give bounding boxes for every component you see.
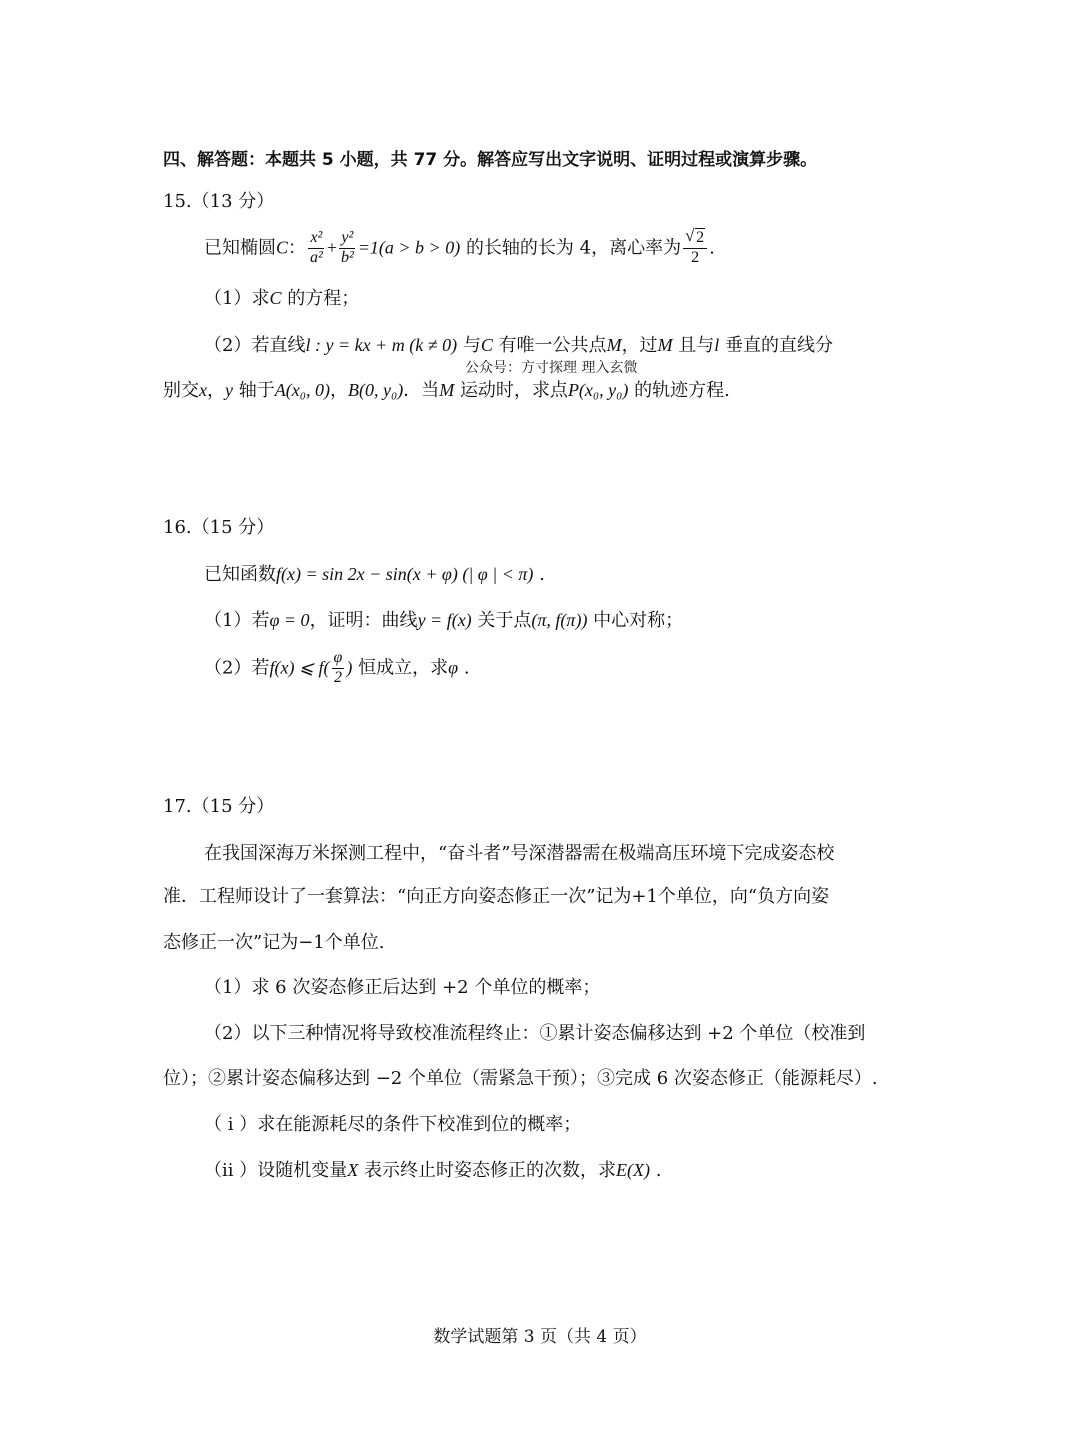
q16-part2: （2）若f(x) ⩽ f( $\frac{\varphi}{2}$ ) 恒成立，求φ . (204, 649, 470, 686)
q16-stem: 已知函数f(x) = sin 2x − sin(x + φ) (| φ | < π) . (204, 564, 545, 585)
fraction-x2-a2: $\frac{\text{x²}}{\text{a²}}$ (310, 229, 323, 266)
fraction-y2-b2: $\frac{\text{y²}}{\text{b²}}$ (340, 229, 354, 266)
q17-part1: （1）求 6 次姿态修正后达到 +2 个单位的概率； (204, 977, 601, 998)
q16-part1: （1）若φ = 0，证明：曲线y = f(x) 关于点(π, f(π)) 中心对称； (204, 610, 684, 631)
q17-part2-i: （ i ）求在能源耗尽的条件下校准到位的概率； (204, 1114, 582, 1135)
q15-part2-line2: 别交x，y 轴于A(x₀, 0)，B(0, y₀)．当M 运动时，求点P(x₀, y₀) 的轨迹方程. (163, 380, 730, 401)
q17-line3: 态修正一次”记为−1个单位. (163, 932, 385, 953)
section-header: 四、解答题：本题共 5 小题，共 77 分。解答应写出文字说明、证明过程或演算步骤。 (163, 150, 818, 170)
fraction-sqrt2-over-2: √ 2 2 (683, 230, 707, 267)
q17-line1: 在我国深海万米探测工程中，“奋斗者”号深潜器需在极端高压环境下完成姿态校 (204, 843, 835, 864)
q17-part2-line1: （2）以下三种情况将导致校准流程终止：①累计姿态偏移达到 +2 个单位（校准到 (204, 1023, 866, 1044)
page-footer: 数学试题第 3 页（共 4 页） (433, 1327, 647, 1347)
q17-part2-line2: 位）；②累计姿态偏移达到 −2 个单位（需紧急干预）；③完成 6 次姿态修正（能源耗尽）. (163, 1068, 878, 1089)
q17-line2: 准．工程师设计了一套算法：“向正方向姿态修正一次”记为+1个单位，向“负方向姿 (163, 886, 830, 907)
watermark-text: 公众号：方寸探理 理入玄微 (465, 360, 638, 376)
q15-number: 15.（13 分） (163, 191, 275, 212)
q17-part2-ii: （ii ）设随机变量X 表示终止时姿态修正的次数，求E(X) . (204, 1160, 662, 1181)
fraction-phi-over-2: $\frac{\varphi}{2}$ (333, 649, 343, 686)
q15-part2-line1: （2）若直线l : y = kx + m (k ≠ 0) 与C 有唯一公共点M，过M 且与l 垂直的直线分 (204, 335, 834, 356)
q16-number: 16.（15 分） (163, 517, 275, 538)
q17-number: 17.（15 分） (163, 796, 275, 817)
q15-stem: 已知椭圆C： $\frac{\text{x²}}{\text{a²}}$ + $\frac{\text{y²}}{\text{b²}}$ =1(a > b > 0) 的长轴的长为 4，离心率为 √ 2 2 . (204, 226, 715, 266)
q15-part1: （1）求C 的方程； (204, 288, 360, 309)
